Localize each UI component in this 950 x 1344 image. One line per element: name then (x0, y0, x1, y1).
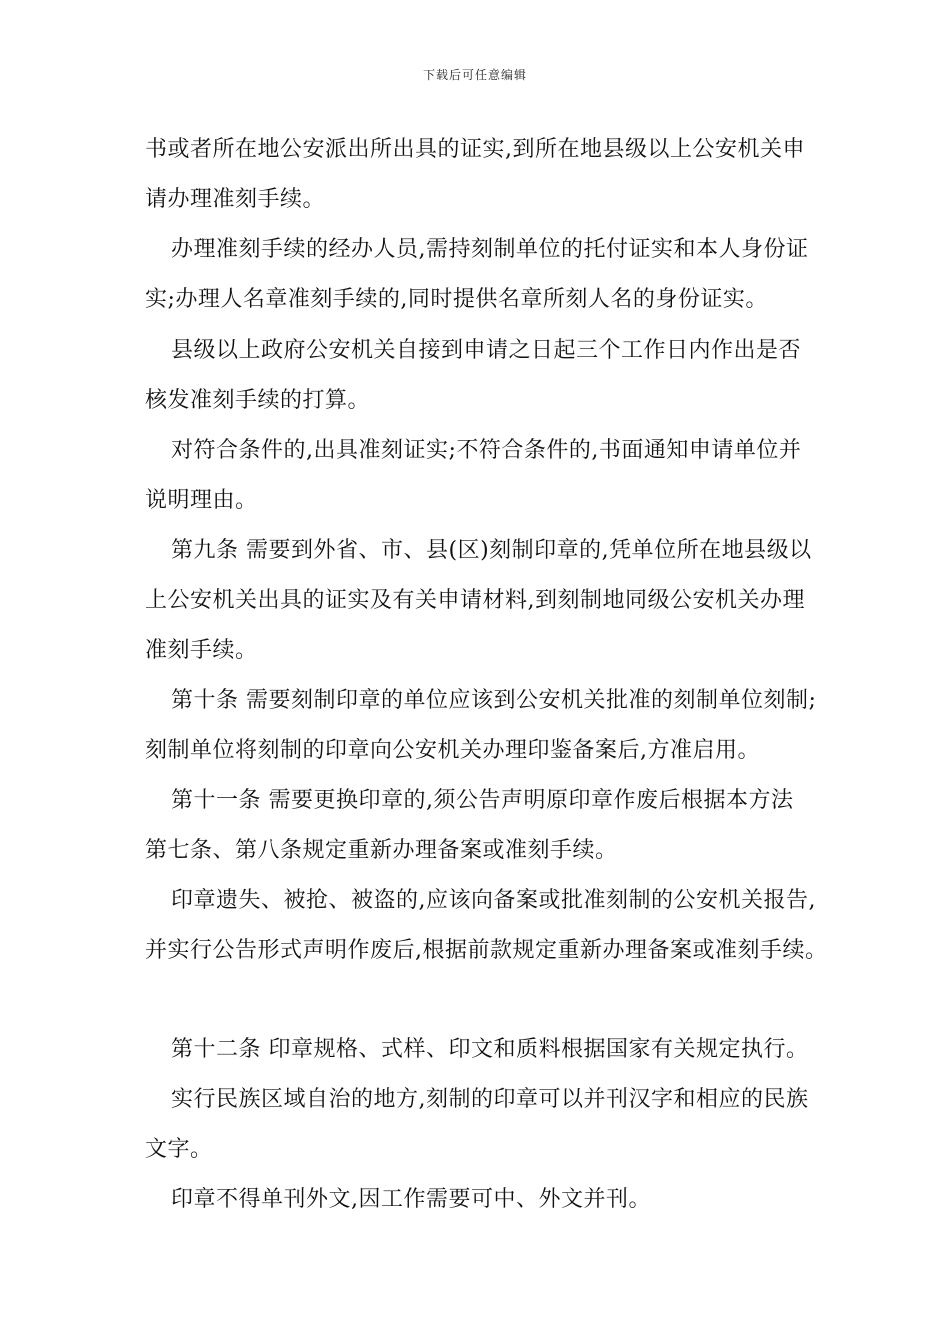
page-header: 下载后可任意编辑 (422, 68, 527, 82)
text-line: 第十一条 需要更换印章的,须公告声明原印章作废后根据本方法 (171, 788, 794, 813)
text-line: 说明理由。 (145, 488, 258, 513)
text-line: 县级以上政府公安机关自接到申请之日起三个工作日内作出是否 (171, 338, 802, 363)
text-line: 核发准刻手续的打算。 (145, 388, 371, 413)
text-line: 书或者所在地公安派出所出具的证实,到所在地县级以上公安机关申 (145, 137, 805, 162)
text-line: 第七条、第八条规定重新办理备案或准刻手续。 (145, 838, 618, 863)
text-line: 请办理准刻手续。 (145, 187, 326, 212)
text-line: 实行民族区域自治的地方,刻制的印章可以并刊汉字和相应的民族 (171, 1087, 809, 1112)
text-line: 刻制单位将刻制的印章向公安机关办理印鉴备案后,方准启用。 (145, 738, 760, 763)
text-line: 印章不得单刊外文,因工作需要可中、外文并刊。 (171, 1187, 651, 1212)
text-line: 准刻手续。 (145, 638, 258, 663)
text-line: 办理准刻手续的经办人员,需持刻制单位的托付证实和本人身份证 (171, 237, 809, 262)
text-line: 实;办理人名章准刻手续的,同时提供名章所刻人名的身份证实。 (145, 287, 768, 312)
text-line: 对符合条件的,出具准刻证实;不符合条件的,书面通知申请单位并 (171, 438, 802, 463)
text-line: 第十条 需要刻制印章的单位应该到公安机关批准的刻制单位刻制; (171, 688, 817, 713)
text-line: 并实行公告形式声明作废后,根据前款规定重新办理备案或准刻手续。 (145, 938, 828, 963)
text-line: 第九条 需要到外省、市、县(区)刻制印章的,凭单位所在地县级以 (171, 538, 812, 563)
text-line: 文字。 (145, 1137, 213, 1162)
text-line: 印章遗失、被抢、被盗的,应该向备案或批准刻制的公安机关报告, (171, 888, 816, 913)
text-line: 第十二条 印章规格、式样、印文和质料根据国家有关规定执行。 (171, 1037, 809, 1062)
text-line: 上公安机关出具的证实及有关申请材料,到刻制地同级公安机关办理 (145, 588, 805, 613)
